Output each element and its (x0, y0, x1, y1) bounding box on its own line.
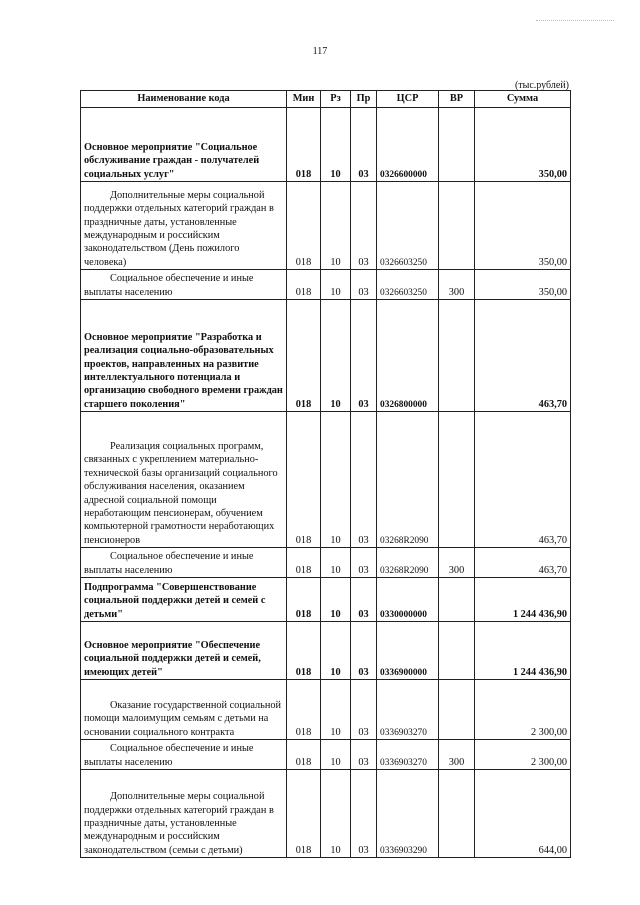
row-pr: 03 (358, 564, 369, 576)
row-rz: 10 (330, 398, 341, 410)
row-csr: 0326603250 (380, 287, 427, 298)
row-pr: 03 (358, 534, 369, 546)
row-min: 018 (295, 168, 312, 180)
budget-table (80, 90, 571, 858)
row-sum: 463,70 (538, 534, 567, 546)
row-sum: 350,00 (538, 168, 567, 180)
row-rz: 10 (330, 756, 341, 768)
row-pr: 03 (358, 286, 369, 298)
row-sum: 463,70 (538, 398, 567, 410)
row-min: 018 (295, 608, 312, 620)
table-row (81, 680, 571, 740)
row-sum: 2 300,00 (530, 726, 567, 738)
row-pr: 03 (358, 666, 369, 678)
row-min: 018 (295, 756, 312, 768)
row-csr: 03268R2090 (380, 565, 429, 576)
row-csr: 0336903290 (380, 845, 427, 856)
row-rz: 10 (330, 726, 341, 738)
row-rz: 10 (330, 286, 341, 298)
row-name: Социальное обеспечение и иные выплаты населению (84, 743, 254, 768)
row-pr: 03 (358, 608, 369, 620)
row-min: 018 (295, 844, 312, 856)
table-row (81, 108, 571, 182)
row-csr: 0336903270 (380, 757, 427, 768)
row-sum: 2 300,00 (530, 756, 567, 768)
row-name: Основное мероприятие "Социальное обслуживание граждан - получателей социальных услуг" (84, 141, 260, 180)
row-sum: 463,70 (538, 564, 567, 576)
scan-mark (536, 20, 614, 21)
row-csr: 0326600000 (380, 169, 427, 180)
row-sum: 644,00 (538, 844, 567, 856)
row-vr: 300 (448, 756, 465, 768)
row-rz: 10 (330, 608, 341, 620)
row-sum: 1 244 436,90 (512, 666, 567, 678)
row-min: 018 (295, 666, 312, 678)
header-rz: Рз (321, 91, 351, 108)
row-csr: 0330000000 (380, 609, 427, 620)
row-rz: 10 (330, 534, 341, 546)
row-sum: 350,00 (538, 286, 567, 298)
row-vr: 300 (448, 286, 465, 298)
row-csr: 03268R2090 (380, 535, 429, 546)
row-rz: 10 (330, 564, 341, 576)
table-row (81, 182, 571, 270)
row-pr: 03 (358, 256, 369, 268)
header-name: Наименование кода (81, 91, 287, 108)
row-name: Реализация социальных программ, связанных с укреплением материально-технической базы организаций социального обслуживания населения, оказанием адресной социальной помощи неработающим пенсионерам, обучением компьютерной грамотности неработающих пенсионеров (84, 441, 278, 546)
row-csr: 0326603250 (380, 257, 427, 268)
row-rz: 10 (330, 666, 341, 678)
table-header-row (81, 91, 571, 108)
row-name: Основное мероприятие "Обеспечение социальной поддержки детей и семей, имеющих детей" (84, 639, 261, 678)
row-pr: 03 (358, 398, 369, 410)
row-name: Дополнительные меры социальной поддержки отдельных категорий граждан в праздничные даты, установленные международным и российским законодательством (семьи с детьми) (84, 791, 274, 856)
header-sum: Сумма (475, 91, 571, 108)
header-csr: ЦСР (377, 91, 439, 108)
row-name: Оказание государственной социальной помощи малоимущим семьям с детьми на основании социального контракта (84, 699, 282, 738)
row-min: 018 (295, 534, 312, 546)
row-csr: 0326800000 (380, 399, 427, 410)
row-pr: 03 (358, 844, 369, 856)
row-min: 018 (295, 726, 312, 738)
row-csr: 0336900000 (380, 667, 427, 678)
table-row (81, 548, 571, 578)
row-rz: 10 (330, 168, 341, 180)
row-min: 018 (295, 564, 312, 576)
table-row (81, 300, 571, 412)
row-min: 018 (295, 286, 312, 298)
row-min: 018 (295, 398, 312, 410)
header-pr: Пр (351, 91, 377, 108)
row-vr: 300 (448, 564, 465, 576)
row-pr: 03 (358, 726, 369, 738)
table-row (81, 770, 571, 858)
row-sum: 350,00 (538, 256, 567, 268)
row-pr: 03 (358, 756, 369, 768)
row-min: 018 (295, 256, 312, 268)
table-row (81, 740, 571, 770)
row-rz: 10 (330, 844, 341, 856)
row-name: Основное мероприятие "Разработка и реализация социально-образовательных проектов, направленных на развитие интеллектуального потенциала и организацию свободного времени граждан старшего поколения" (84, 331, 283, 410)
row-sum: 1 244 436,90 (512, 608, 567, 620)
row-name: Социальное обеспечение и иные выплаты населению (84, 273, 254, 298)
row-name: Социальное обеспечение и иные выплаты населению (84, 551, 254, 576)
table-row (81, 622, 571, 680)
header-vr: ВР (439, 91, 475, 108)
row-pr: 03 (358, 168, 369, 180)
table-row (81, 270, 571, 300)
row-rz: 10 (330, 256, 341, 268)
units-label: (тыс.рублей) (514, 80, 569, 91)
header-min: Мин (287, 91, 321, 108)
table-row (81, 412, 571, 548)
row-name: Дополнительные меры социальной поддержки отдельных категорий граждан в праздничные даты, установленные международным и российским законодательством (День пожилого человека) (84, 189, 274, 268)
page-number: 117 (312, 46, 328, 57)
table-row (81, 578, 571, 622)
row-csr: 0336903270 (380, 727, 427, 738)
row-name: Подпрограмма "Совершенствование социальной поддержки детей и семей с детьми" (84, 581, 266, 620)
